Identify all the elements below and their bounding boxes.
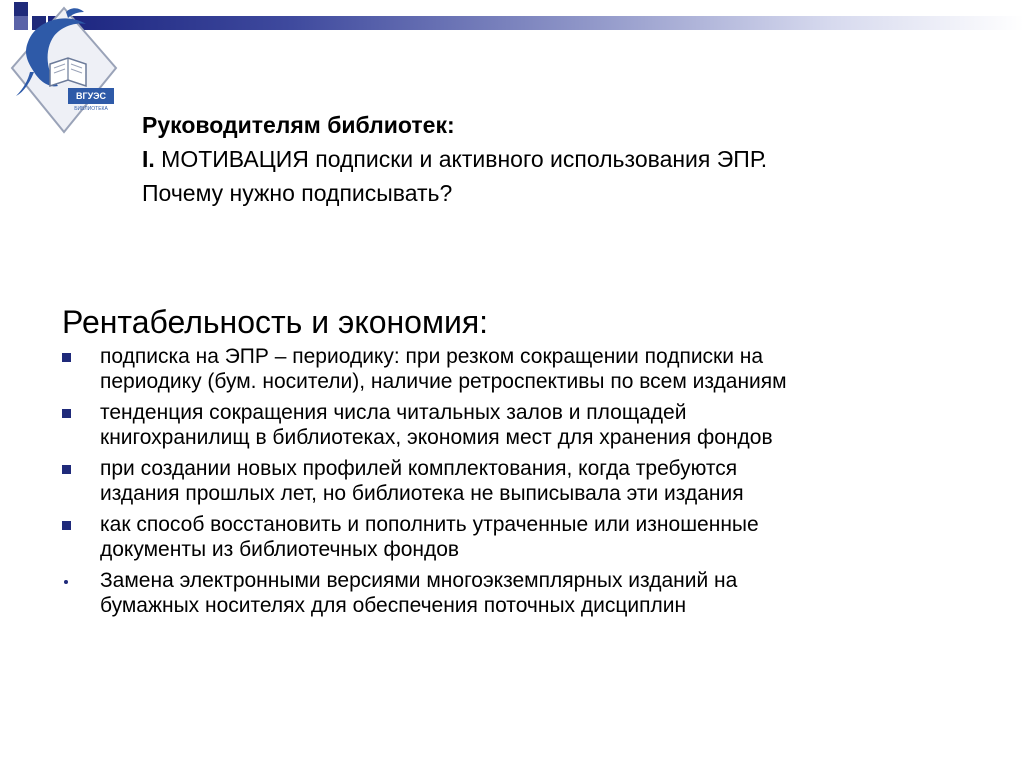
title-line-3: Почему нужно подписывать? (142, 180, 453, 206)
square-bullet-icon (62, 353, 71, 362)
bullet-line: издания прошлых лет, но библиотека не выписывала эти издания (100, 482, 744, 505)
dolphin-book-logo-icon (6, 2, 122, 136)
title-line-2 (142, 142, 942, 176)
section-heading: Рентабельность и экономия: (62, 304, 489, 340)
list-item (62, 344, 962, 394)
square-bullet-icon (62, 465, 71, 474)
bullet-line: при создании новых профилей комплектования, когда требуются (100, 457, 738, 480)
vguees-logo (6, 2, 122, 136)
title-roman-numeral: I. (142, 146, 155, 172)
top-gradient-bar (48, 16, 1024, 30)
square-bullet-icon (62, 409, 71, 418)
list-item (62, 456, 962, 506)
bullet-line: Замена электронными версиями многоэкземплярных изданий на (100, 569, 738, 592)
list-item (62, 512, 962, 562)
slide-title (142, 108, 942, 210)
bullet-line: бумажных носителях для обеспечения поточных дисциплин (100, 594, 687, 617)
bullet-line: книгохранилищ в библиотеках, экономия мест для хранения фондов (100, 426, 773, 449)
bullet-line: периодику (бум. носители), наличие ретроспективы по всем изданиям (100, 370, 787, 393)
square-bullet-icon (62, 521, 71, 530)
logo-text: ВГУЭС (76, 91, 106, 101)
bullet-line: тенденция сокращения числа читальных залов и площадей (100, 401, 687, 424)
dot-bullet-icon (64, 580, 68, 584)
list-item (62, 400, 962, 450)
bullet-line: подписка на ЭПР – периодику: при резком сокращении подписки на (100, 345, 764, 368)
bullet-line: документы из библиотечных фондов (100, 538, 460, 561)
title-line-2-text: МОТИВАЦИЯ подписки и активного использования ЭПР. (154, 146, 768, 172)
title-line-1: Руководителям библиотек: (142, 112, 455, 138)
logo-subtext: БИБЛИОТЕКА (74, 106, 108, 112)
bullet-line: как способ восстановить и пополнить утраченные или изношенные (100, 513, 759, 536)
bullet-list (62, 344, 962, 624)
list-item (62, 568, 962, 618)
